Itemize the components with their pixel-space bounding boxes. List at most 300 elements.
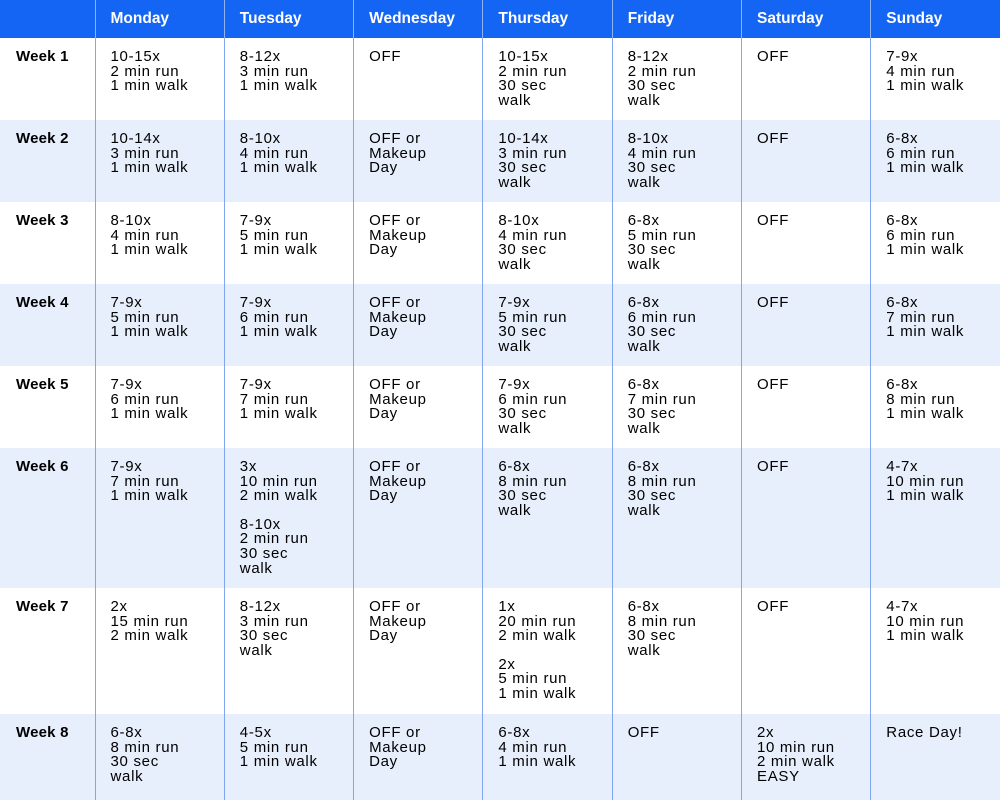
workout-block	[628, 214, 741, 272]
workout-line: 30 sec	[239, 544, 289, 562]
workout-block	[369, 460, 482, 504]
table-row	[0, 284, 1000, 366]
workout-block	[498, 655, 611, 702]
workout-cell-monday	[95, 202, 224, 284]
workout-line: 1 min walk	[886, 323, 965, 341]
workout-line: 5 min run	[498, 670, 568, 688]
workout-cell-wednesday	[354, 38, 483, 120]
workout-line: walk	[498, 255, 532, 273]
workout-line: OFF or	[369, 294, 421, 311]
workout-line: Makeup	[369, 226, 427, 244]
workout-block	[240, 132, 353, 176]
workout-cell-wednesday	[354, 120, 483, 202]
workout-line: 6-8x	[627, 376, 660, 393]
workout-block	[886, 726, 1000, 741]
workout-line: 2 min walk	[498, 627, 577, 645]
workout-cell-tuesday	[224, 366, 353, 448]
workout-line: 2 min run	[110, 62, 180, 80]
workout-block	[240, 600, 353, 658]
workout-line: 1 min walk	[239, 323, 318, 341]
workout-line: walk	[627, 641, 661, 659]
workout-line: 4 min run	[239, 144, 309, 162]
column-header-thursday: Thursday	[483, 0, 612, 38]
workout-line: 2x	[756, 724, 775, 741]
workout-line: 7-9x	[239, 294, 272, 311]
workout-line: 10 min run	[886, 472, 965, 490]
workout-block	[628, 50, 741, 108]
workout-block	[886, 50, 1000, 94]
workout-line: 8 min run	[886, 390, 956, 408]
workout-cell-wednesday	[354, 588, 483, 714]
workout-line: 30 sec	[498, 405, 547, 423]
workout-line: 4 min run	[498, 738, 568, 756]
workout-cell-thursday	[483, 38, 612, 120]
workout-line: Makeup	[369, 390, 427, 408]
workout-block	[757, 378, 870, 393]
workout-block	[886, 600, 1000, 644]
workout-line: 8 min run	[110, 738, 180, 756]
workout-line: 6-8x	[627, 598, 660, 615]
workout-block	[111, 50, 224, 94]
workout-cell-wednesday	[354, 202, 483, 284]
table-row	[0, 588, 1000, 714]
workout-cell-monday	[95, 714, 224, 800]
workout-line: 7 min run	[110, 472, 180, 490]
workout-line: 7 min run	[886, 308, 956, 326]
workout-line: 1 min walk	[110, 405, 189, 423]
workout-block	[628, 296, 741, 354]
workout-block	[886, 132, 1000, 176]
workout-cell-thursday	[483, 120, 612, 202]
workout-block	[239, 515, 353, 577]
workout-line: 20 min run	[498, 612, 577, 630]
workout-cell-tuesday	[224, 448, 353, 588]
table-body	[0, 38, 1000, 800]
workout-line: 6 min run	[627, 308, 697, 326]
workout-line: OFF or	[369, 724, 421, 741]
workout-line: 2 min walk	[110, 627, 189, 645]
workout-line: 10 min run	[886, 612, 965, 630]
workout-cell-sunday	[871, 448, 1000, 588]
workout-line: walk	[239, 641, 273, 659]
workout-line: 1 min walk	[498, 753, 577, 771]
workout-line: 1 min walk	[886, 241, 965, 259]
week-label: Week 3	[0, 202, 95, 284]
workout-line: 8-10x	[627, 130, 669, 147]
workout-line: 6-8x	[627, 212, 660, 229]
week-label: Week 5	[0, 366, 95, 448]
workout-cell-thursday	[483, 366, 612, 448]
workout-cell-saturday	[741, 714, 870, 800]
column-header-tuesday: Tuesday	[224, 0, 353, 38]
workout-cell-monday	[95, 284, 224, 366]
workout-block	[498, 50, 611, 108]
workout-line: 1x	[498, 598, 516, 615]
workout-cell-tuesday	[224, 38, 353, 120]
workout-line: 30 sec	[498, 323, 547, 341]
workout-line: walk	[627, 173, 661, 191]
workout-cell-monday	[95, 366, 224, 448]
workout-line: Day	[369, 487, 398, 505]
workout-line: 30 sec	[627, 77, 677, 95]
week-label: Week 6	[0, 448, 95, 588]
workout-line: 1 min walk	[498, 684, 577, 702]
workout-line: walk	[627, 501, 661, 519]
workout-line: 8-10x	[239, 515, 281, 533]
column-header-wednesday: Wednesday	[354, 0, 483, 38]
week-label: Week 4	[0, 284, 95, 366]
workout-block	[369, 378, 482, 422]
workout-cell-saturday	[741, 120, 870, 202]
workout-line: walk	[498, 173, 532, 191]
workout-line: 30 sec	[239, 627, 289, 645]
table-row	[0, 448, 1000, 588]
workout-block	[498, 296, 611, 354]
workout-cell-tuesday	[224, 202, 353, 284]
workout-line: 8-10x	[498, 212, 540, 229]
workout-line: 30 sec	[627, 405, 677, 423]
workout-line: 1 min walk	[110, 77, 189, 95]
workout-line: 1 min walk	[886, 627, 965, 645]
workout-block	[240, 214, 353, 258]
column-header-sunday: Sunday	[871, 0, 1000, 38]
workout-cell-sunday	[871, 38, 1000, 120]
column-header-saturday: Saturday	[741, 0, 870, 38]
workout-line: 4-7x	[886, 458, 919, 475]
table-row	[0, 366, 1000, 448]
workout-line: 7-9x	[498, 376, 531, 393]
workout-block	[886, 296, 1000, 340]
workout-line: 30 sec	[498, 77, 547, 95]
workout-line: 30 sec	[498, 487, 547, 505]
column-header-week	[0, 0, 95, 38]
workout-line: 7-9x	[239, 376, 272, 393]
workout-line: Race Day!	[886, 724, 963, 741]
workout-block	[886, 460, 1000, 504]
workout-line: OFF or	[369, 130, 421, 147]
week-label: Week 2	[0, 120, 95, 202]
workout-line: 2x	[498, 655, 516, 673]
workout-line: Makeup	[369, 308, 427, 326]
workout-cell-tuesday	[224, 714, 353, 800]
workout-block	[111, 460, 224, 504]
table-row	[0, 202, 1000, 284]
workout-line: 1 min walk	[110, 241, 189, 259]
workout-cell-wednesday	[354, 448, 483, 588]
workout-cell-monday	[95, 448, 224, 588]
workout-cell-saturday	[741, 202, 870, 284]
workout-line: 6 min run	[239, 308, 309, 326]
workout-cell-monday	[95, 120, 224, 202]
workout-line: OFF	[756, 130, 790, 147]
workout-block	[757, 214, 870, 229]
workout-cell-friday	[612, 284, 741, 366]
week-label: Week 1	[0, 38, 95, 120]
workout-block	[628, 132, 741, 190]
workout-line: 6-8x	[498, 458, 531, 475]
workout-line: Day	[369, 753, 398, 771]
workout-cell-sunday	[871, 284, 1000, 366]
workout-line: 30 sec	[627, 159, 677, 177]
workout-block	[111, 600, 224, 644]
workout-block	[498, 460, 611, 518]
workout-line: 30 sec	[498, 159, 547, 177]
workout-block	[757, 132, 870, 147]
workout-cell-thursday	[483, 448, 612, 588]
workout-cell-friday	[612, 202, 741, 284]
workout-cell-sunday	[871, 366, 1000, 448]
workout-block	[369, 726, 482, 770]
workout-block	[369, 132, 482, 176]
workout-line: 2 min walk	[756, 753, 835, 771]
workout-block	[369, 296, 482, 340]
workout-cell-tuesday	[224, 284, 353, 366]
workout-block	[886, 378, 1000, 422]
workout-line: 1 min walk	[239, 753, 318, 771]
workout-line: 3 min run	[498, 144, 568, 162]
column-header-friday: Friday	[612, 0, 741, 38]
workout-line: walk	[627, 337, 661, 355]
table-header	[0, 0, 1000, 38]
workout-line: 4 min run	[886, 62, 956, 80]
workout-cell-tuesday	[224, 120, 353, 202]
workout-cell-sunday	[871, 120, 1000, 202]
workout-line: 1 min walk	[886, 405, 965, 423]
workout-line: 7-9x	[498, 294, 531, 311]
workout-line: 2 min walk	[239, 487, 318, 505]
workout-line: 8-12x	[239, 598, 281, 615]
workout-line: 4-5x	[239, 724, 272, 741]
workout-cell-thursday	[483, 714, 612, 800]
workout-line: 6 min run	[498, 390, 568, 408]
workout-cell-wednesday	[354, 366, 483, 448]
workout-block	[757, 600, 870, 615]
workout-line: Day	[369, 627, 398, 645]
workout-line: OFF	[756, 598, 790, 615]
workout-block	[111, 378, 224, 422]
workout-line: 7-9x	[110, 294, 143, 311]
workout-line: walk	[627, 255, 661, 273]
workout-block	[111, 296, 224, 340]
workout-line: OFF	[756, 48, 790, 65]
workout-block	[757, 50, 870, 65]
workout-line: 2x	[110, 598, 128, 615]
workout-cell-friday	[612, 448, 741, 588]
workout-line: 30 sec	[627, 241, 677, 259]
workout-line: walk	[110, 767, 144, 785]
workout-line: Day	[369, 405, 398, 423]
workout-cell-tuesday	[224, 588, 353, 714]
workout-line: Makeup	[369, 738, 427, 756]
workout-line: 2 min run	[239, 530, 309, 548]
workout-line: 1 min walk	[239, 405, 318, 423]
workout-block	[369, 214, 482, 258]
workout-cell-friday	[612, 38, 741, 120]
workout-line: 8 min run	[498, 472, 568, 490]
column-header-monday: Monday	[95, 0, 224, 38]
workout-line: 30 sec	[498, 241, 547, 259]
workout-line: 6-8x	[627, 294, 660, 311]
workout-line: OFF	[756, 458, 790, 475]
workout-line: 6-8x	[627, 458, 660, 475]
workout-line: Day	[369, 241, 398, 259]
workout-line: 3 min run	[239, 612, 309, 630]
table-row	[0, 38, 1000, 120]
workout-line: OFF or	[369, 598, 421, 615]
workout-line: 6-8x	[498, 724, 531, 741]
workout-block	[628, 378, 741, 436]
workout-line: 5 min run	[498, 308, 568, 326]
workout-cell-wednesday	[354, 714, 483, 800]
workout-line: Makeup	[369, 144, 427, 162]
workout-line: 6 min run	[110, 390, 180, 408]
workout-cell-sunday	[871, 202, 1000, 284]
workout-line: Makeup	[369, 472, 427, 490]
workout-line: 30 sec	[627, 627, 677, 645]
workout-line: 6-8x	[886, 212, 919, 229]
workout-line: 1 min walk	[886, 159, 965, 177]
workout-cell-friday	[612, 366, 741, 448]
workout-line: 6-8x	[110, 724, 143, 741]
workout-cell-monday	[95, 588, 224, 714]
workout-line: 7-9x	[886, 48, 919, 65]
workout-cell-friday	[612, 714, 741, 800]
table-row	[0, 714, 1000, 800]
workout-line: EASY	[756, 767, 800, 785]
workout-block	[498, 214, 611, 272]
workout-line: OFF	[756, 376, 790, 393]
workout-line: 8-10x	[239, 130, 281, 147]
workout-line: 6-8x	[886, 130, 919, 147]
workout-line: 7-9x	[239, 212, 272, 229]
workout-line: OFF or	[369, 458, 421, 475]
workout-line: Day	[369, 323, 398, 341]
workout-cell-saturday	[741, 38, 870, 120]
workout-line: 1 min walk	[886, 77, 965, 95]
workout-line: 10-15x	[498, 48, 549, 65]
workout-line: 8 min run	[627, 472, 697, 490]
workout-cell-thursday	[483, 284, 612, 366]
workout-line: 8-12x	[239, 48, 281, 65]
workout-line: 7 min run	[239, 390, 309, 408]
workout-line: walk	[498, 501, 532, 519]
workout-line: 10 min run	[756, 738, 835, 756]
workout-line: 3x	[239, 458, 258, 475]
workout-block	[240, 296, 353, 340]
workout-line: 10-14x	[498, 130, 549, 147]
workout-line: OFF	[369, 48, 402, 65]
workout-line: 5 min run	[239, 738, 309, 756]
workout-cell-friday	[612, 588, 741, 714]
workout-line: 4 min run	[110, 226, 180, 244]
workout-line: 1 min walk	[239, 241, 318, 259]
workout-cell-thursday	[483, 202, 612, 284]
workout-line: 8-12x	[627, 48, 669, 65]
workout-cell-sunday	[871, 714, 1000, 800]
workout-block	[111, 132, 224, 176]
workout-block	[498, 600, 611, 644]
workout-block	[628, 726, 741, 741]
workout-line: 10-15x	[110, 48, 161, 65]
workout-line: 1 min walk	[110, 159, 189, 177]
workout-block	[240, 378, 353, 422]
workout-line: 8-10x	[110, 212, 152, 229]
workout-line: 1 min walk	[110, 323, 189, 341]
workout-line: 7-9x	[110, 376, 143, 393]
workout-line: 30 sec	[110, 753, 159, 771]
workout-line: 10 min run	[239, 472, 318, 490]
workout-block	[757, 726, 870, 784]
workout-line: 10-14x	[110, 130, 161, 147]
workout-cell-thursday	[483, 588, 612, 714]
workout-block	[757, 296, 870, 311]
table-row	[0, 120, 1000, 202]
workout-line: walk	[498, 419, 532, 437]
workout-block	[240, 726, 353, 770]
workout-line: 1 min walk	[239, 159, 318, 177]
workout-line: 6-8x	[886, 294, 919, 311]
workout-line: Day	[369, 159, 398, 177]
workout-line: 8 min run	[627, 612, 697, 630]
workout-line: 30 sec	[627, 487, 677, 505]
workout-block	[111, 726, 224, 784]
workout-line: walk	[498, 91, 532, 109]
workout-line: 15 min run	[110, 612, 189, 630]
workout-block	[757, 460, 870, 475]
workout-cell-saturday	[741, 284, 870, 366]
workout-block	[369, 600, 482, 644]
workout-block	[628, 600, 741, 658]
workout-line: 5 min run	[627, 226, 697, 244]
workout-line: 30 sec	[627, 323, 677, 341]
workout-line: OFF	[627, 724, 660, 741]
workout-line: 1 min walk	[886, 487, 965, 505]
workout-line: 4-7x	[886, 598, 919, 615]
workout-block	[498, 726, 611, 770]
workout-line: 1 min walk	[110, 487, 189, 505]
workout-line: walk	[627, 91, 661, 109]
workout-block	[498, 378, 611, 436]
workout-line: walk	[627, 419, 661, 437]
workout-cell-sunday	[871, 588, 1000, 714]
workout-line: 4 min run	[498, 226, 568, 244]
workout-line: 3 min run	[239, 62, 309, 80]
workout-cell-saturday	[741, 588, 870, 714]
workout-block	[240, 460, 353, 504]
workout-line: OFF	[756, 294, 790, 311]
workout-block	[886, 214, 1000, 258]
workout-line: OFF or	[369, 376, 421, 393]
workout-line: 6-8x	[886, 376, 919, 393]
workout-line: 2 min run	[498, 62, 568, 80]
workout-line: 7 min run	[627, 390, 697, 408]
workout-block	[498, 132, 611, 190]
workout-line: 7-9x	[110, 458, 143, 475]
workout-line: walk	[239, 559, 273, 577]
workout-block	[111, 214, 224, 258]
week-label: Week 7	[0, 588, 95, 714]
workout-block	[369, 50, 482, 65]
header-row	[0, 0, 1000, 38]
week-label: Week 8	[0, 714, 95, 800]
workout-block	[240, 50, 353, 94]
workout-line: OFF	[756, 212, 790, 229]
workout-line: walk	[498, 337, 532, 355]
workout-line: Makeup	[369, 612, 427, 630]
workout-cell-friday	[612, 120, 741, 202]
workout-line: 4 min run	[627, 144, 697, 162]
workout-line: 6 min run	[886, 226, 956, 244]
